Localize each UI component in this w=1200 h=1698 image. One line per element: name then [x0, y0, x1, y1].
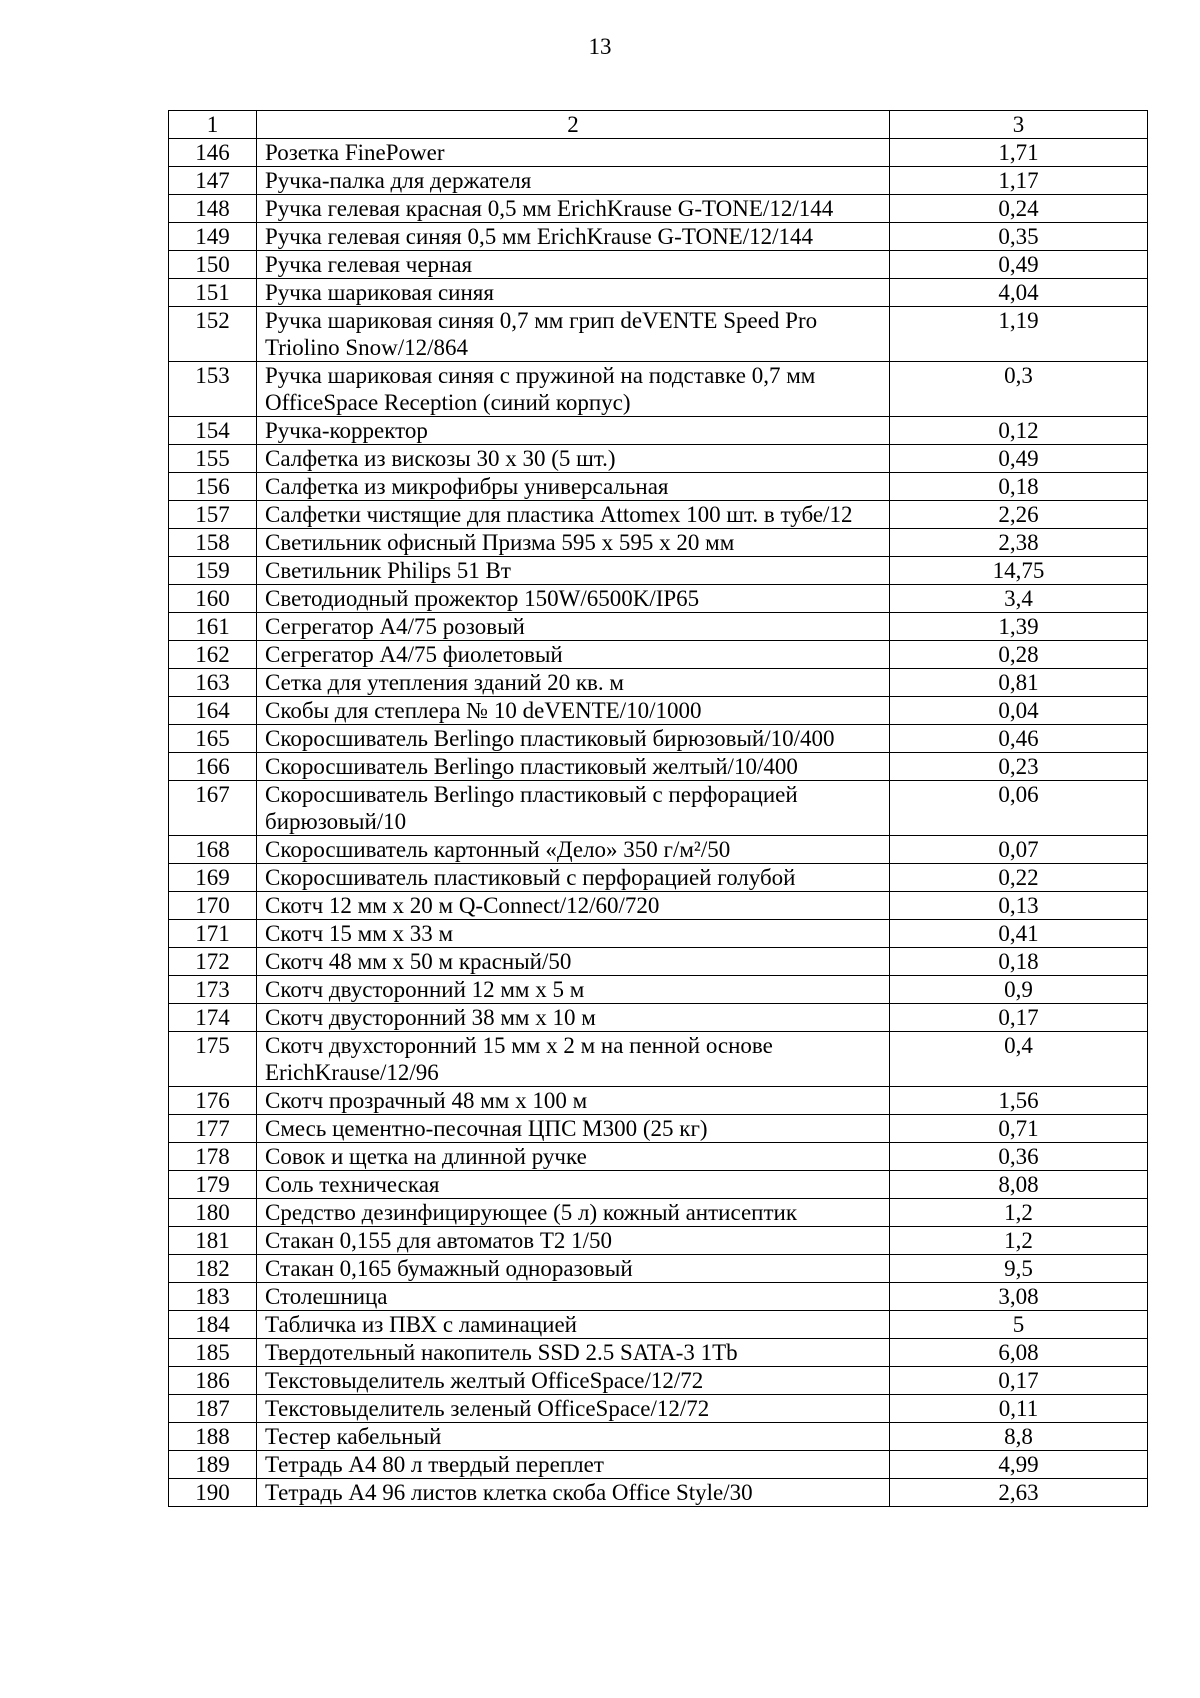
item-name: Скоросшиватель Berlingo пластиковый бирюзовый/10/400: [257, 725, 890, 753]
item-name: Тетрадь А4 80 л твердый переплет: [257, 1451, 890, 1479]
item-value: 0,28: [890, 641, 1148, 669]
row-number: 161: [169, 613, 257, 641]
item-name: Скотч двусторонний 12 мм х 5 м: [257, 976, 890, 1004]
item-value: 1,39: [890, 613, 1148, 641]
table-row: [169, 753, 1148, 781]
item-value: 0,49: [890, 445, 1148, 473]
item-value: 0,04: [890, 697, 1148, 725]
table-row: [169, 697, 1148, 725]
table-body: [169, 139, 1148, 1507]
page-number: 13: [588, 34, 612, 59]
table-row: [169, 1143, 1148, 1171]
item-value: 0,23: [890, 753, 1148, 781]
table-row: [169, 836, 1148, 864]
item-name: Скоросшиватель картонный «Дело» 350 г/м²/50: [257, 836, 890, 864]
item-name: Тестер кабельный: [257, 1423, 890, 1451]
table-row: [169, 781, 1148, 836]
row-number: 177: [169, 1115, 257, 1143]
item-value: 6,08: [890, 1339, 1148, 1367]
item-value: 0,06: [890, 781, 1148, 836]
item-name: Светильник Philips 51 Вт: [257, 557, 890, 585]
row-number: 147: [169, 167, 257, 195]
row-number: 154: [169, 417, 257, 445]
table-row: [169, 1255, 1148, 1283]
row-number: 182: [169, 1255, 257, 1283]
item-value: 0,18: [890, 948, 1148, 976]
item-value: 0,3: [890, 362, 1148, 417]
row-number: 173: [169, 976, 257, 1004]
table-row: [169, 641, 1148, 669]
row-number: 186: [169, 1367, 257, 1395]
row-number: 167: [169, 781, 257, 836]
item-value: 8,8: [890, 1423, 1148, 1451]
item-name: Совок и щетка на длинной ручке: [257, 1143, 890, 1171]
item-name: Скоросшиватель пластиковый с перфорацией голубой: [257, 864, 890, 892]
item-value: 1,19: [890, 307, 1148, 362]
item-value: 4,99: [890, 1451, 1148, 1479]
item-name: Скобы для степлера № 10 deVENTE/10/1000: [257, 697, 890, 725]
item-name: Салфетка из вискозы 30 х 30 (5 шт.): [257, 445, 890, 473]
item-value: 0,36: [890, 1143, 1148, 1171]
table-row: [169, 1199, 1148, 1227]
item-name: Ручка шариковая синяя с пружиной на подставке 0,7 мм OfficeSpace Reception (синий корпус): [257, 362, 890, 417]
row-number: 168: [169, 836, 257, 864]
item-value: 0,17: [890, 1004, 1148, 1032]
row-number: 176: [169, 1087, 257, 1115]
item-name: Ручка гелевая красная 0,5 мм ErichKrause G-TONE/12/144: [257, 195, 890, 223]
row-number: 171: [169, 920, 257, 948]
table-row: [169, 1115, 1148, 1143]
table-row: [169, 223, 1148, 251]
item-value: 0,11: [890, 1395, 1148, 1423]
item-value: 0,22: [890, 864, 1148, 892]
row-number: 187: [169, 1395, 257, 1423]
row-number: 165: [169, 725, 257, 753]
item-value: 1,2: [890, 1227, 1148, 1255]
table-row: [169, 864, 1148, 892]
item-value: 2,38: [890, 529, 1148, 557]
item-value: 0,9: [890, 976, 1148, 1004]
row-number: 170: [169, 892, 257, 920]
table-row: [169, 417, 1148, 445]
item-value: 8,08: [890, 1171, 1148, 1199]
row-number: 180: [169, 1199, 257, 1227]
item-value: 0,17: [890, 1367, 1148, 1395]
item-value: 0,49: [890, 251, 1148, 279]
row-number: 178: [169, 1143, 257, 1171]
item-value: 0,12: [890, 417, 1148, 445]
item-value: 2,63: [890, 1479, 1148, 1507]
item-name: Ручка шариковая синяя: [257, 279, 890, 307]
item-name: Ручка-палка для держателя: [257, 167, 890, 195]
table-row: [169, 1171, 1148, 1199]
item-value: 9,5: [890, 1255, 1148, 1283]
row-number: 163: [169, 669, 257, 697]
item-value: 1,17: [890, 167, 1148, 195]
table-row: [169, 195, 1148, 223]
table-row: [169, 139, 1148, 167]
item-name: Скотч 48 мм х 50 м красный/50: [257, 948, 890, 976]
item-name: Скотч прозрачный 48 мм х 100 м: [257, 1087, 890, 1115]
table-row: [169, 1087, 1148, 1115]
table-row: [169, 892, 1148, 920]
table-row: [169, 948, 1148, 976]
item-value: 3,4: [890, 585, 1148, 613]
row-number: 169: [169, 864, 257, 892]
table-row: [169, 920, 1148, 948]
item-value: 1,56: [890, 1087, 1148, 1115]
item-value: 0,07: [890, 836, 1148, 864]
item-value: 0,13: [890, 892, 1148, 920]
item-value: 4,04: [890, 279, 1148, 307]
header-row: [169, 111, 1148, 139]
item-name: Скотч 12 мм х 20 м Q-Connect/12/60/720: [257, 892, 890, 920]
item-name: Соль техническая: [257, 1171, 890, 1199]
item-name: Твердотельный накопитель SSD 2.5 SATA-3 1Tb: [257, 1339, 890, 1367]
item-name: Светильник офисный Призма 595 х 595 х 20 мм: [257, 529, 890, 557]
item-name: Ручка гелевая черная: [257, 251, 890, 279]
header-col-3: 3: [890, 111, 1148, 139]
table-row: [169, 1367, 1148, 1395]
item-name: Тетрадь А4 96 листов клетка скоба Office Style/30: [257, 1479, 890, 1507]
item-name: Сегрегатор А4/75 розовый: [257, 613, 890, 641]
item-name: Скотч двусторонний 38 мм х 10 м: [257, 1004, 890, 1032]
table-row: [169, 362, 1148, 417]
table-row: [169, 1479, 1148, 1507]
item-value: 0,71: [890, 1115, 1148, 1143]
row-number: 179: [169, 1171, 257, 1199]
table-row: [169, 1395, 1148, 1423]
table-row: [169, 1032, 1148, 1087]
item-name: Стакан 0,165 бумажный одноразовый: [257, 1255, 890, 1283]
row-number: 190: [169, 1479, 257, 1507]
item-value: 0,4: [890, 1032, 1148, 1087]
item-name: Ручка шариковая синяя 0,7 мм грип deVENTE Speed Pro Triolino Snow/12/864: [257, 307, 890, 362]
item-name: Салфетки чистящие для пластика Attomex 100 шт. в тубе/12: [257, 501, 890, 529]
item-name: Средство дезинфицирующее (5 л) кожный антисептик: [257, 1199, 890, 1227]
row-number: 153: [169, 362, 257, 417]
table-row: [169, 585, 1148, 613]
table-row: [169, 167, 1148, 195]
table-row: [169, 501, 1148, 529]
item-name: Скоросшиватель Berlingo пластиковый с перфорацией бирюзовый/10: [257, 781, 890, 836]
item-name: Смесь цементно-песочная ЦПС М300 (25 кг): [257, 1115, 890, 1143]
item-name: Салфетка из микрофибры универсальная: [257, 473, 890, 501]
item-name: Стакан 0,155 для автоматов Т2 1/50: [257, 1227, 890, 1255]
item-name: Ручка-корректор: [257, 417, 890, 445]
row-number: 155: [169, 445, 257, 473]
table-row: [169, 1339, 1148, 1367]
table-row: [169, 1283, 1148, 1311]
item-name: Столешница: [257, 1283, 890, 1311]
row-number: 157: [169, 501, 257, 529]
item-value: 2,26: [890, 501, 1148, 529]
item-name: Розетка FinePower: [257, 139, 890, 167]
row-number: 152: [169, 307, 257, 362]
item-value: 0,18: [890, 473, 1148, 501]
row-number: 148: [169, 195, 257, 223]
table-row: [169, 1311, 1148, 1339]
table-row: [169, 251, 1148, 279]
row-number: 159: [169, 557, 257, 585]
item-value: 0,81: [890, 669, 1148, 697]
table-row: [169, 529, 1148, 557]
item-name: Текстовыделитель желтый OfficeSpace/12/72: [257, 1367, 890, 1395]
row-number: 160: [169, 585, 257, 613]
item-value: 0,35: [890, 223, 1148, 251]
row-number: 174: [169, 1004, 257, 1032]
row-number: 156: [169, 473, 257, 501]
row-number: 150: [169, 251, 257, 279]
row-number: 188: [169, 1423, 257, 1451]
item-name: Сегрегатор А4/75 фиолетовый: [257, 641, 890, 669]
item-value: 3,08: [890, 1283, 1148, 1311]
table-row: [169, 1227, 1148, 1255]
row-number: 183: [169, 1283, 257, 1311]
row-number: 166: [169, 753, 257, 781]
item-value: 14,75: [890, 557, 1148, 585]
item-value: 0,24: [890, 195, 1148, 223]
table-row: [169, 1004, 1148, 1032]
row-number: 175: [169, 1032, 257, 1087]
row-number: 189: [169, 1451, 257, 1479]
table-row: [169, 725, 1148, 753]
row-number: 184: [169, 1311, 257, 1339]
table-row: [169, 613, 1148, 641]
item-name: Скотч двухсторонний 15 мм х 2 м на пенной основе ErichKrause/12/96: [257, 1032, 890, 1087]
item-name: Скоросшиватель Berlingo пластиковый желтый/10/400: [257, 753, 890, 781]
items-table: [168, 110, 1148, 1507]
row-number: 172: [169, 948, 257, 976]
table-header: [169, 111, 1148, 139]
row-number: 151: [169, 279, 257, 307]
row-number: 149: [169, 223, 257, 251]
item-value: 0,46: [890, 725, 1148, 753]
row-number: 158: [169, 529, 257, 557]
row-number: 162: [169, 641, 257, 669]
item-name: Табличка из ПВХ с ламинацией: [257, 1311, 890, 1339]
table-row: [169, 557, 1148, 585]
item-value: 5: [890, 1311, 1148, 1339]
item-value: 0,41: [890, 920, 1148, 948]
header-col-2: 2: [257, 111, 890, 139]
table-row: [169, 307, 1148, 362]
item-name: Светодиодный прожектор 150W/6500K/IP65: [257, 585, 890, 613]
table-row: [169, 669, 1148, 697]
table-row: [169, 976, 1148, 1004]
item-name: Сетка для утепления зданий 20 кв. м: [257, 669, 890, 697]
row-number: 185: [169, 1339, 257, 1367]
item-value: 1,2: [890, 1199, 1148, 1227]
header-col-1: 1: [169, 111, 257, 139]
item-name: Текстовыделитель зеленый OfficeSpace/12/72: [257, 1395, 890, 1423]
item-name: Ручка гелевая синяя 0,5 мм ErichKrause G-TONE/12/144: [257, 223, 890, 251]
table-row: [169, 1423, 1148, 1451]
row-number: 181: [169, 1227, 257, 1255]
table-row: [169, 445, 1148, 473]
table-row: [169, 1451, 1148, 1479]
item-name: Скотч 15 мм х 33 м: [257, 920, 890, 948]
table-row: [169, 279, 1148, 307]
row-number: 164: [169, 697, 257, 725]
table-row: [169, 473, 1148, 501]
row-number: 146: [169, 139, 257, 167]
item-value: 1,71: [890, 139, 1148, 167]
